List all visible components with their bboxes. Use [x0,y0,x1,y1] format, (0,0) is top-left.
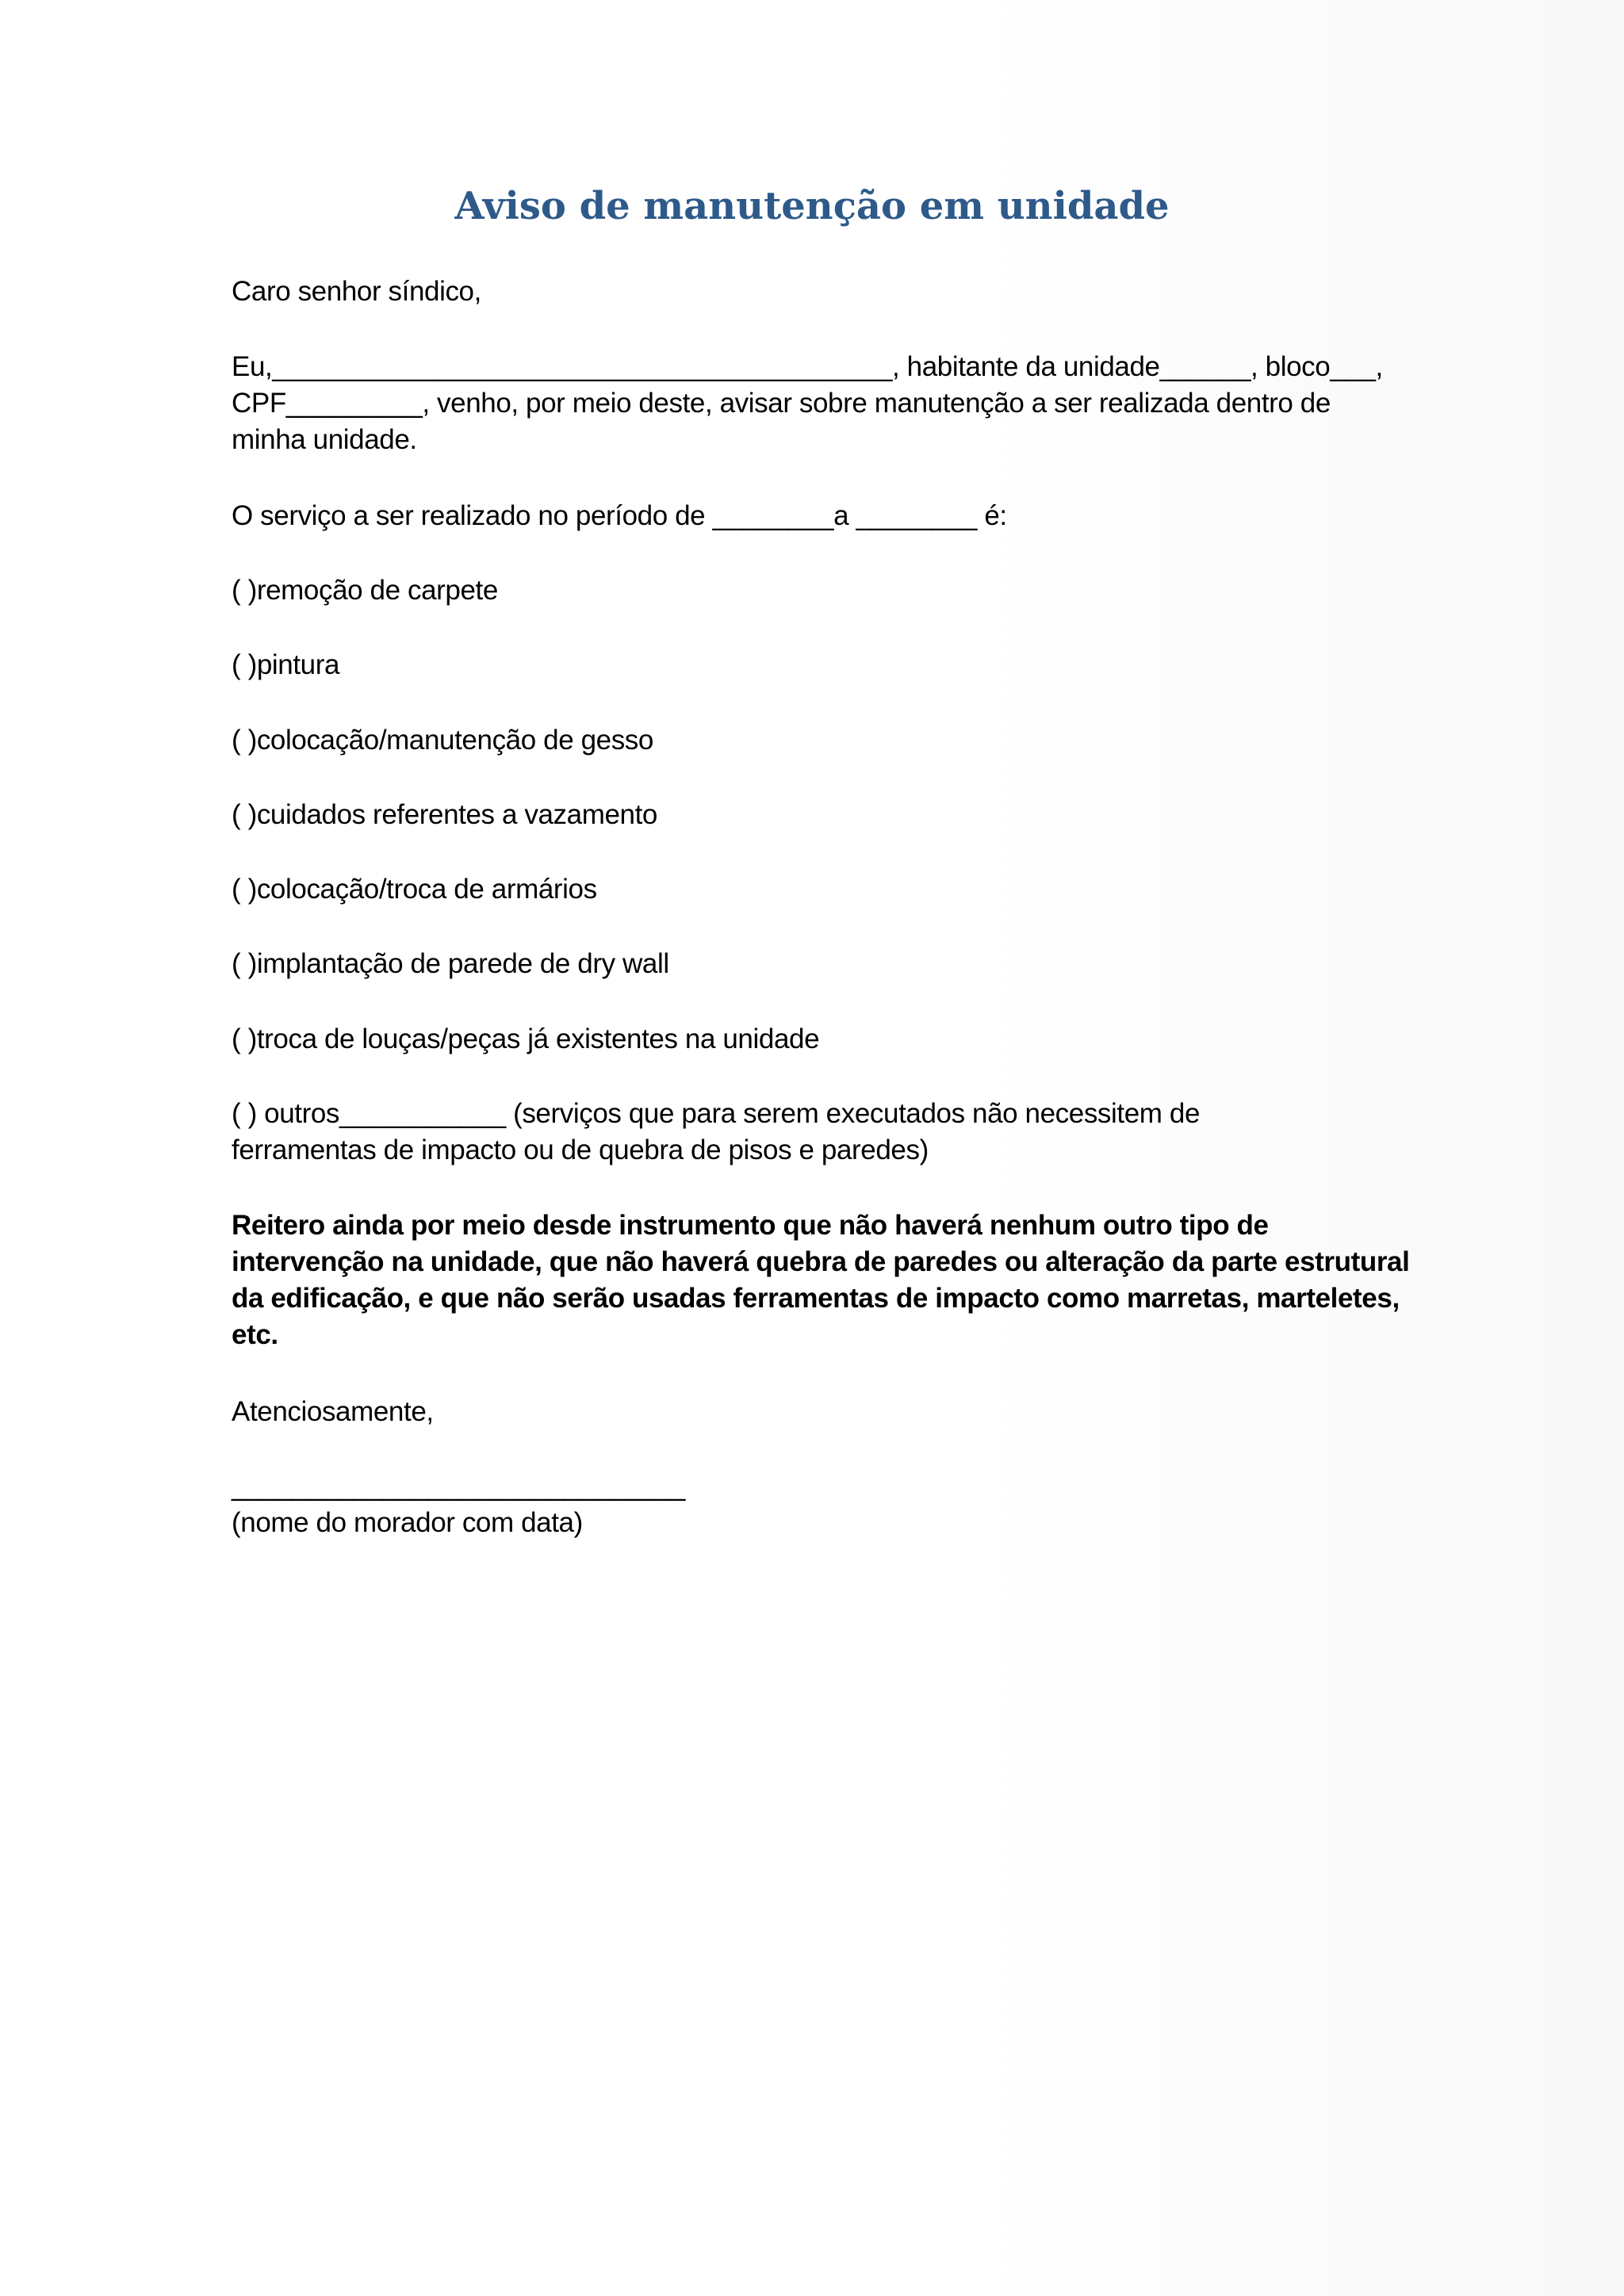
signature-line: ______________________________ [232,1471,685,1502]
option-item: ( )cuidados referentes a vazamento [232,799,657,830]
option-item: ( )implantação de parede de dry wall [232,948,669,979]
declaration-line-4: etc. [232,1319,278,1350]
closing: Atenciosamente, [232,1396,434,1427]
option-item: ( )troca de louças/peças já existentes na unidade [232,1024,820,1054]
salutation: Caro senhor síndico, [232,276,481,307]
option-item: ( )colocação/troca de armários [232,874,597,905]
signature-block [232,1468,1393,1541]
intro-line-3: minha unidade. [232,424,417,455]
declaration-line-1: Reitero ainda por meio desde instrumento que não haverá nenhum outro tipo de [232,1210,1269,1241]
option-item: ( )colocação/manutenção de gesso [232,725,653,756]
declaration-line-2: intervenção na unidade, que não haverá quebra de paredes ou alteração da parte estrutural [232,1246,1410,1277]
intro-paragraph [232,349,1393,458]
declaration-line-3: da edificação, e que não serão usadas ferramentas de impacto como marretas, marteletes, [232,1283,1400,1314]
period-line: O serviço a ser realizado no período de ________a ________ é: [232,500,1007,531]
signature-caption: (nome do morador com data) [232,1507,583,1538]
declaration-paragraph [232,1207,1410,1353]
document-title: Aviso de manutenção em unidade [454,184,1170,228]
intro-line-1: Eu,_________________________________________, habitante da unidade______, bloco___, [232,351,1383,382]
option-others-line-1: ( ) outros___________ (serviços que para serem executados não necessitem de [232,1098,1201,1129]
option-item: ( )remoção de carpete [232,575,498,606]
option-others [232,1096,1393,1169]
option-others-line-2: ferramentas de impacto ou de quebra de pisos e paredes) [232,1135,929,1165]
intro-line-2: CPF_________, venho, por meio deste, avisar sobre manutenção a ser realizada dentro de [232,388,1331,419]
option-item: ( )pintura [232,649,340,680]
